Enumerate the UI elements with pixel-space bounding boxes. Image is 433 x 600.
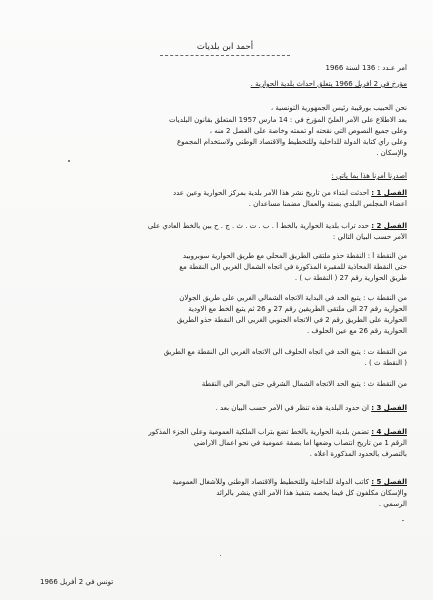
document-title: أحمد ابن بلديات: [150, 42, 300, 52]
article-text: كاتب الدولة للداخلية وللتخطيط والاقتصاد الوطني وللأشغال العمومية: [172, 478, 369, 486]
boundary-line: الحوارية رقم 27 الى ملتقى الطريقين رقم 27 و 26 ثم يتبع الخط مع الاودية: [188, 305, 407, 313]
article-4: [19, 428, 407, 437]
scan-speck: [68, 160, 70, 162]
article-line: الأمر حسب البيان التالي :: [332, 233, 407, 241]
boundary-line: طريق الحوارية رقم 27 ( النقطة ب ) .: [294, 274, 407, 282]
article-line: والإسكان مكلفون كل فيما يخصه بتنفيذ هذا الأمر الذي ينشر بالرائد: [216, 489, 407, 497]
boundary-line: حتى النقطة المحاذية للمقبرة المذكورة في اتجاه الشمال الغربي الى النقطة مع: [179, 263, 407, 271]
article-text: أحدثت ابتداء من تاريخ نشر هذا الأمر بلدية بمركز الحوارية وعين عدد: [173, 189, 369, 197]
boundary-line: من النقطة ث : يتبع الحد الاتجاه الشمال الشرقي حتى البحر الى النقطة: [201, 380, 407, 388]
article-line: بالتصرف بالحدود المذكورة أعلاه .: [309, 450, 407, 458]
article-text: حدد تراب بلدية الحوارية بالخط أ . ب . ت . ث . ج . ح بين بالخط العادي على: [147, 222, 369, 230]
article-5: [19, 478, 407, 487]
article-2: [19, 222, 407, 231]
boundary-line: ( النقطة ث ) .: [364, 359, 407, 367]
boundary-line: الحوارية رقم 26 مع عين الحلوف .: [306, 327, 407, 335]
decree-date-line: مؤرخ في 2 أفريل 1966 يتعلق احداث بلدية الحوارية .: [250, 80, 407, 88]
article-label: الفصل 3 :: [371, 404, 407, 412]
preamble-line: وعلى رأي كتابة الدولة للداخلية وللتخطيط والاقتصاد الوطني ولاستخدام المجموع: [177, 138, 407, 146]
article-label: الفصل 2 :: [371, 222, 407, 230]
preamble-line: والإسكان .: [376, 149, 407, 157]
article-text: تضمن بلدية الحوارية بالخط تضع بتراب الملكية العمومية وعلى الجزء المذكور: [148, 428, 369, 436]
boundary-line: من النقطة ت : يتبع الحد في اتجاه الحلوف الى الاتجاه الغربي الى النقطة مع الطريق: [163, 348, 407, 356]
preamble-line: نحن الحبيب بورقيبة رئيس الجمهورية التونسية ،: [270, 104, 407, 112]
article-text: ان حدود البلدية هذه تنظر في الأمر حسب البيان بعد .: [215, 404, 369, 412]
decree-number: أمر عـدد : 136 لسنة 1966: [325, 64, 407, 72]
article-line: الرقم 1 من تاريخ انتصاب وضعها اما بصفة عمومية في نحو اعمال الاراضي: [193, 439, 407, 447]
preamble-line: وعلى جميع النصوص التي نقحته أو تممته وخاصة على الفصل 2 منه ،: [209, 127, 407, 135]
article-label: الفصل 1 :: [371, 189, 407, 197]
enacting-clause: أصدرنا أمرنا هذا بما يأتي :: [331, 172, 407, 180]
scan-speck: [402, 520, 404, 521]
signature-date: تونس في 2 أفريل 1966: [40, 578, 114, 586]
article-line: أعضاء المجلس البلدي بستة والعمال مضمنا مساعدان .: [248, 200, 407, 208]
scan-speck: [220, 555, 221, 556]
article-label: الفصل 5 :: [371, 478, 407, 486]
article-1: [19, 189, 407, 198]
preamble-line: بعد الاطلاع على الأمر العليّ المؤرخ في : 14 مارس 1957 المتعلق بقانون البلديات: [169, 116, 407, 124]
boundary-line: من النقطة أ : النقطة حذو ملتقى الطريق المحلي مع طريق الحوارية سوبروبيد: [182, 252, 407, 260]
boundary-line: من النقطة ب : يتبع الحد في البداية الاتجاه الشمالي الغربي على طريق الجولان: [179, 294, 407, 302]
boundary-line: الحوارية على الطريق رقم 2 في الاتجاه الجنوبي الغربي الى النقطة حذو الطريق: [176, 316, 407, 324]
article-3: [19, 404, 407, 413]
article-label: الفصل 4 :: [371, 428, 407, 436]
article-line: الرسمي .: [378, 500, 407, 508]
